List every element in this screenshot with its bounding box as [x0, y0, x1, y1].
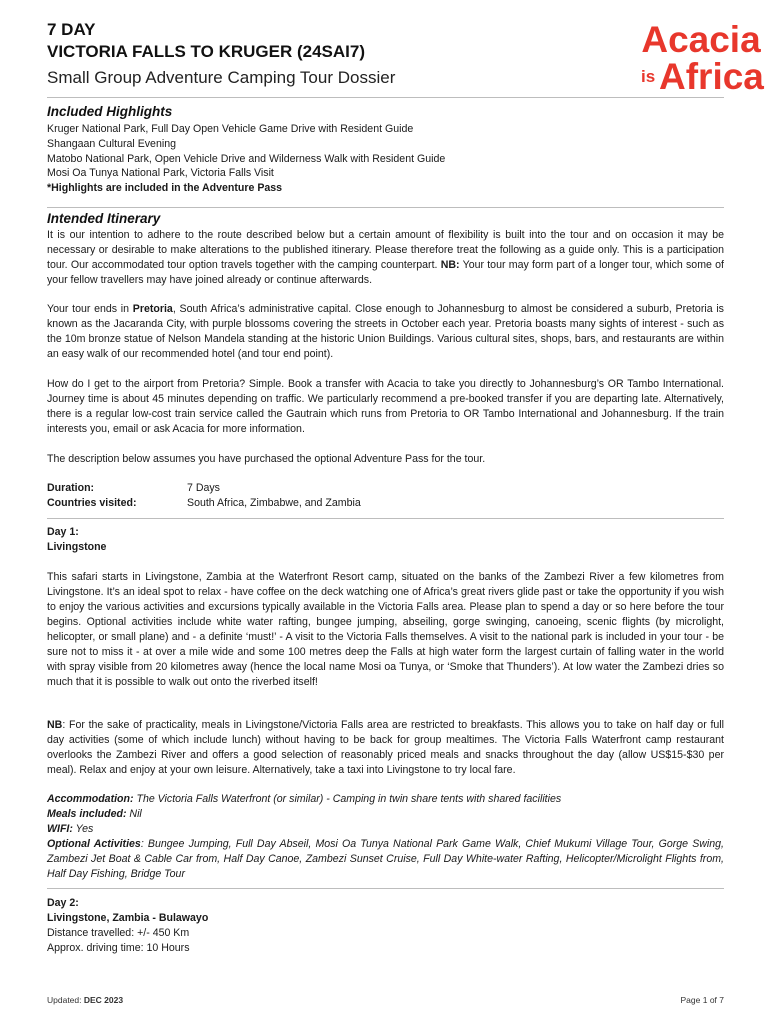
- wifi-line: WIFI: Yes: [47, 823, 94, 835]
- adventure-pass-note: The description below assumes you have purchased the optional Adventure Pass for the tour.: [47, 453, 486, 465]
- logo-word-acacia: Acacia: [641, 19, 761, 60]
- divider: [47, 207, 724, 208]
- acacia-africa-logo: [631, 18, 770, 92]
- day1-details: [47, 792, 724, 882]
- duration-label: Duration:: [47, 482, 95, 494]
- itinerary-intro: It is our intention to adhere to the route described below but a certain amount of flexibility is built into the tour and on occasion it may be necessary or desirable to make alterations to the published itinerary. Please therefore treat the following as a guide only. This is a participation tour. Our accommodated tour option travels together with the camping counterpart. NB: Your tour may form part of a longer tour, which some of your fellow travellers may have joined already or continue afterwards.: [47, 229, 724, 286]
- accommodation-line: Accommodation: The Victoria Falls Waterfront (or similar) - Camping in twin share tents with shared facilities: [47, 793, 562, 805]
- meals-line: Meals included: Nil: [47, 808, 142, 820]
- day2-label: Day 2:: [47, 897, 79, 909]
- itinerary-heading: Intended Itinerary: [47, 211, 161, 226]
- countries-value: South Africa, Zimbabwe, and Zambia: [187, 497, 361, 509]
- footer-updated: Updated: DEC 2023: [47, 995, 124, 1005]
- tour-title-route: VICTORIA FALLS TO KRUGER (24SAI7): [47, 42, 366, 61]
- day1-nb-paragraph: NB: For the sake of practicality, meals in Livingstone/Victoria Falls area are restricted to breakfasts. This allows you to take on half day or full day activities (some of which include lunch) without having to be back for group mealtimes. The Victoria Falls Waterfront camp restaurant overlooks the Zambezi River and offers a good selection of reasonably priced meals and snacks throughout the day (allow US$15-$30 per meal). Relax and enjoy at your own leisure. Alternatively, take a taxi into Livingstone to try local fare.: [47, 719, 724, 776]
- tour-end-paragraph: Your tour ends in Pretoria, South Africa’s administrative capital. Close enough to Johannesburg to almost be considered a suburb, Pretoria is known as the Jacaranda City, with purple blossoms covering the streets in October each year. Pretoria boasts many sights of interest - such as the 10m bronze statue of Nelson Mandela standing at the historic Union Buildings. Various cultural sites, shops, bars, and restaurants are within an easy walk of our recommended hotel (and tour end point).: [47, 303, 724, 360]
- day1-place: Livingstone: [47, 541, 107, 553]
- logo-word-africa: Africa: [659, 56, 764, 92]
- logo-word-is: is: [641, 67, 656, 86]
- countries-label: Countries visited:: [47, 497, 137, 509]
- highlight-item: Matobo National Park, Open Vehicle Drive and Wilderness Walk with Resident Guide: [47, 153, 446, 165]
- optional-activities-line: Optional Activities: Bungee Jumping, Full Day Abseil, Mosi Oa Tunya National Park Game Walk, Chief Mukumi Village Tour, Gorge Swing, Zambezi Jet Boat & Cable Car from, Half Day Canoe, Zambezi Sunset Cruise, Full Day White-water Rafting, Helicopter/Microlight Flights from, Half Day Fishing, Bridge Tour: [47, 838, 724, 880]
- divider: [47, 518, 724, 519]
- day2-distance: Distance travelled: +/- 450 Km: [47, 927, 190, 939]
- duration-value: 7 Days: [187, 482, 220, 494]
- highlights-note: *Highlights are included in the Adventure Pass: [47, 182, 283, 194]
- highlight-item: Mosi Oa Tunya National Park, Victoria Falls Visit: [47, 167, 274, 179]
- day2-place: Livingstone, Zambia - Bulawayo: [47, 912, 209, 924]
- tour-title-duration: 7 DAY: [47, 20, 96, 39]
- airport-paragraph: How do I get to the airport from Pretoria? Simple. Book a transfer with Acacia to take you directly to Johannesburg’s OR Tambo International. Journey time is about 45 minutes depending on traffic. We particularly recommend a pre-booked transfer if you are departing late. Alternatively, there is a regular low-cost train service called the Gautrain which runs from Pretoria to OR Tambo International and Johannesburg. If the train interests you, email or ask Acacia for more information.: [47, 378, 724, 435]
- highlight-item: Kruger National Park, Full Day Open Vehicle Game Drive with Resident Guide: [47, 123, 414, 135]
- day1-description: This safari starts in Livingstone, Zambia at the Waterfront Resort camp, situated on the banks of the Zambezi River a few kilometres from Livingstone. It’s an ideal spot to relax - have coffee on the deck watching one of Africa’s great rivers glide past or take the opportunity if you wish to enjoy the various activities and excursions typically available in the Victoria Falls area. Please plan to spend a day or so here before the tour begins. Optional activities include white water rafting, bungee jumping, abseiling, gorge swinging, canoeing, scenic flights (by microlight, helicopter, or small plane) and - a definite ‘must!’ - A visit to the Victoria Falls themselves. A visit to the national park is included in your tour - be sure not to miss it - at over a mile wide and some 100 metres deep the Falls at high water form the largest curtain of falling water in the world with spray visible from 20 kilometres away (hence the local name Mosi oa Tunya, or ‘Smoke that Thunders’). At low water the Zambezi dries so much that it is possible to walk out onto the riverbed itself!: [47, 571, 724, 688]
- footer-page-number: Page 1 of 7: [680, 995, 724, 1005]
- tour-subtitle: Small Group Adventure Camping Tour Dossier: [47, 68, 396, 87]
- divider: [47, 888, 724, 889]
- day2-driving-time: Approx. driving time: 10 Hours: [47, 942, 190, 954]
- highlights-heading: Included Highlights: [47, 104, 173, 119]
- highlight-item: Shangaan Cultural Evening: [47, 138, 176, 150]
- divider: [47, 97, 724, 98]
- day1-label: Day 1:: [47, 526, 79, 538]
